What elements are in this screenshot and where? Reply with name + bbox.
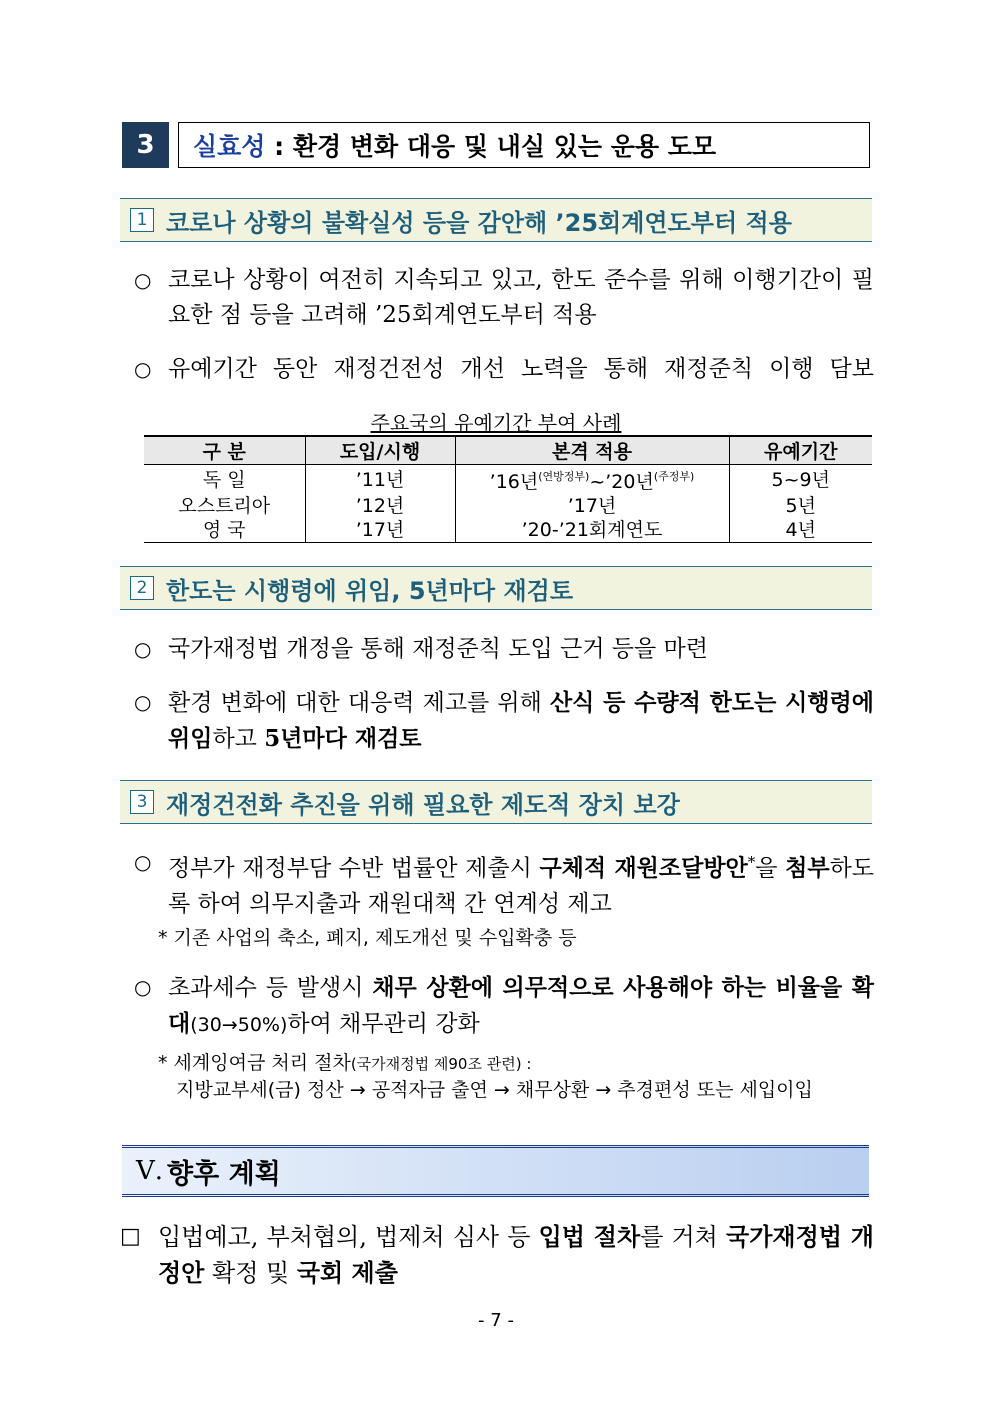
table-cell: 4년 — [729, 518, 872, 543]
grace-period-table — [144, 435, 872, 543]
bullet-circle-icon: ○ — [134, 975, 152, 999]
section-number: 3 — [122, 122, 169, 168]
table-row — [144, 518, 872, 543]
bullet-text: 환경 변화에 대한 대응력 제고를 위해 산식 등 수량적 한도는 시행령에 위임하고 5년마다 재검토 — [168, 689, 874, 752]
bullet-circle-icon: ○ — [134, 357, 152, 381]
footnote-line: 지방교부세(금) 정산 → 공적자금 출연 → 채무상환 → 추경편성 또는 세입이입 — [176, 1079, 813, 1101]
table-title: 주요국의 유예기간 부여 사례 — [370, 411, 622, 435]
section-title-box — [178, 122, 870, 168]
section-title-accent: 실효성 — [193, 132, 266, 161]
table-cell: 독 일 — [202, 468, 246, 491]
table-cell: ’17년 — [305, 518, 455, 543]
bullet-text: 초과세수 등 발생시 채무 상환에 의무적으로 사용해야 하는 비율을 확대(30→50%)하여 채무관리 강화 — [168, 974, 875, 1037]
section-title: : 환경 변화 대응 및 내실 있는 운용 도모 — [265, 132, 717, 161]
table-row — [144, 494, 872, 518]
table-row — [144, 465, 872, 495]
bullet-circle-icon: ○ — [134, 268, 152, 292]
table-cell: ’20-’21회계연도 — [455, 518, 729, 543]
item-text: 입법예고, 부처협의, 법제처 심사 등 입법 절차를 거쳐 국가재정법 개정안 확정 및 국회 제출 — [158, 1222, 874, 1287]
square-bullet-icon: □ — [120, 1224, 141, 1249]
table-cell: 영 국 — [144, 518, 305, 543]
bullet-text: 코로나 상황이 여전히 지속되고 있고, 한도 준수를 위해 이행기간이 필요한 점 등을 고려해 ’25회계연도부터 적용 — [168, 267, 874, 328]
table-cell: ’17년 — [455, 494, 729, 518]
table-cell: ’16년$^{(연방정부)}$~’20년$^{(주정부)}$ — [455, 465, 729, 495]
table-cell: ’12년 — [305, 494, 455, 518]
table-cell: ’11년 — [305, 465, 455, 495]
table-cell: 5~9년 — [729, 465, 872, 495]
subheader-3 — [120, 780, 872, 824]
subheader-1 — [120, 198, 872, 242]
footnote: * 기존 사업의 축소, 폐지, 제도개선 및 수입확충 등 — [158, 927, 577, 949]
bullet-circle-icon: ○ — [134, 850, 152, 874]
section-3-header — [122, 122, 870, 168]
bullet-item — [134, 263, 874, 333]
bullet-text: 유예기간 동안 재정건전성 개선 노력을 통해 재정준칙 이행 담보 — [168, 356, 874, 382]
subheader-number: 2 — [130, 576, 154, 600]
table-header-row — [144, 436, 872, 465]
bullet-item — [134, 632, 874, 667]
table-cell: 오스트리아 — [178, 495, 271, 517]
bullet-text: 국가재정법 개정을 통해 재정준칙 도입 근거 등을 마련 — [168, 636, 708, 662]
bullet-item — [134, 352, 874, 387]
bullet-item — [134, 845, 874, 922]
bullet-item — [134, 685, 874, 757]
bullet-item — [134, 970, 874, 1043]
column-header: 도입/시행 — [305, 436, 455, 465]
bullet-circle-icon: ○ — [134, 690, 152, 714]
subheader-title: 코로나 상황의 불확실성 등을 감안해 ’25회계연도부터 적용 — [166, 208, 792, 237]
column-header: 구 분 — [144, 436, 305, 465]
checkbox-item — [120, 1219, 874, 1291]
section-v-header — [122, 1145, 869, 1197]
bullet-text: 정부가 재정부담 수반 법률안 제출시 구체적 재원조달방안*을 첨부하도록 하여 의무지출과 재원대책 간 연계성 제고 — [168, 853, 874, 917]
column-header: 본격 적용 — [455, 436, 729, 465]
subheader-title: 재정건전화 추진을 위해 필요한 제도적 장치 보강 — [166, 790, 680, 819]
page-number: - 7 - — [478, 1310, 514, 1331]
bullet-circle-icon: ○ — [134, 637, 152, 661]
subheader-2 — [120, 566, 872, 610]
section-title: 향후 계획 — [167, 1158, 281, 1190]
column-header: 유예기간 — [729, 436, 872, 465]
section-roman-numeral: Ⅴ. — [136, 1156, 164, 1186]
subheader-number: 1 — [130, 208, 154, 232]
subheader-number: 3 — [130, 790, 154, 814]
footnote: * 세계잉여금 처리 절차(국가재정법 제90조 관련) : — [158, 1052, 532, 1074]
table-cell: 5년 — [729, 494, 872, 518]
subheader-title: 한도는 시행령에 위임, 5년마다 재검토 — [166, 576, 573, 605]
